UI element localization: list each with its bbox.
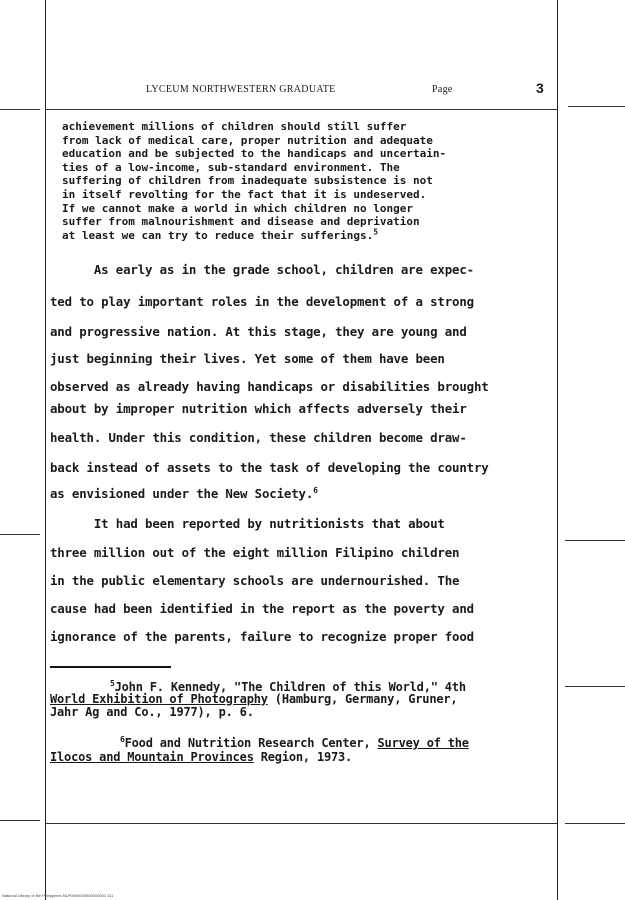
paragraph-line: back instead of assets to the task of developing the country: [50, 460, 489, 475]
footnote-separator: [50, 666, 171, 668]
header-title: LYCEUM NORTHWESTERN GRADUATE: [146, 84, 336, 95]
header-rule-left: [0, 109, 40, 110]
footnote-ref-6: 6: [313, 485, 318, 495]
paragraph-line: It had been reported by nutritionists that about: [50, 516, 445, 531]
quote-line: ties of a low-income, sub-standard environment. The: [62, 160, 400, 174]
footnote-5-line-1: $^5$John F. Kennedy, "The Children of this World," 4th: [110, 679, 466, 694]
footnote-5-line-2: World Exhibition of Photography (Hamburg, Germany, Gruner,: [50, 692, 458, 706]
paragraph-line: health. Under this condition, these children become draw-: [50, 430, 467, 445]
block-quote: [62, 120, 560, 242]
header-rule: [45, 109, 557, 110]
footnote-5-title: World Exhibition of Photography: [50, 692, 268, 706]
quote-line: education and be subjected to the handicaps and uncertain-: [62, 147, 447, 161]
paragraph-line: three million out of the eight million Filipino children: [50, 545, 460, 560]
footnote-6-title-part2: Ilocos and Mountain Provinces: [50, 750, 254, 764]
footnote-6-title-part1: Survey of the: [377, 736, 469, 750]
quote-line: suffering of children from inadequate subsistence is not: [62, 174, 433, 188]
margin-tick-right: [565, 540, 625, 541]
paragraph-line: in the public elementary schools are undernourished. The: [50, 573, 460, 588]
paragraph-line-last: as envisioned under the New Society.$^6$: [50, 485, 318, 501]
header-page-label: Page: [432, 84, 453, 95]
header-rule-right: [568, 106, 625, 107]
bottom-rule-right: [565, 823, 625, 824]
paragraph-line: observed as already having handicaps or disabilities brought: [50, 379, 489, 394]
paragraph-line: ted to play important roles in the development of a strong: [50, 294, 474, 309]
page-number: 3: [536, 80, 544, 96]
footnote-6-line-1: $^6$Food and Nutrition Research Center, Survey of the: [120, 735, 469, 750]
quote-line: If we cannot make a world in which children no longer: [62, 201, 413, 215]
paragraph-line: cause had been identified in the report as the poverty and: [50, 601, 474, 616]
bottom-rule-left: [0, 820, 40, 821]
quote-line: in itself revolting for the fact that it is undeserved.: [62, 187, 427, 201]
archive-footer: National Library of the Philippines NLP0000000000000001 111: [2, 893, 114, 898]
bottom-rule: [45, 823, 557, 824]
left-margin-rule: [45, 0, 46, 900]
footnote-ref-5: 5: [373, 227, 379, 237]
quote-line: suffer from malnourishment and disease and deprivation: [62, 215, 420, 229]
quote-line: achievement millions of children should still suffer: [62, 120, 407, 133]
paragraph-line: As early as in the grade school, children are expec-: [50, 262, 474, 277]
margin-tick-right-2: [565, 686, 625, 687]
footnote-6-line-2: Ilocos and Mountain Provinces Region, 1973.: [50, 750, 353, 764]
paragraph-line: and progressive nation. At this stage, they are young and: [50, 324, 467, 339]
paragraph-line: about by improper nutrition which affects adversely their: [50, 401, 467, 416]
paragraph-line: just beginning their lives. Yet some of them have been: [50, 351, 445, 366]
quote-line: from lack of medical care, proper nutrition and adequate: [62, 133, 433, 147]
quote-line-last: at least we can try to reduce their sufferings.$^5$: [62, 227, 379, 242]
margin-tick-left: [0, 534, 40, 535]
paragraph-line: ignorance of the parents, failure to recognize proper food: [50, 629, 474, 644]
footnote-5-line-3: Jahr Ag and Co., 1977), p. 6.: [50, 705, 254, 719]
